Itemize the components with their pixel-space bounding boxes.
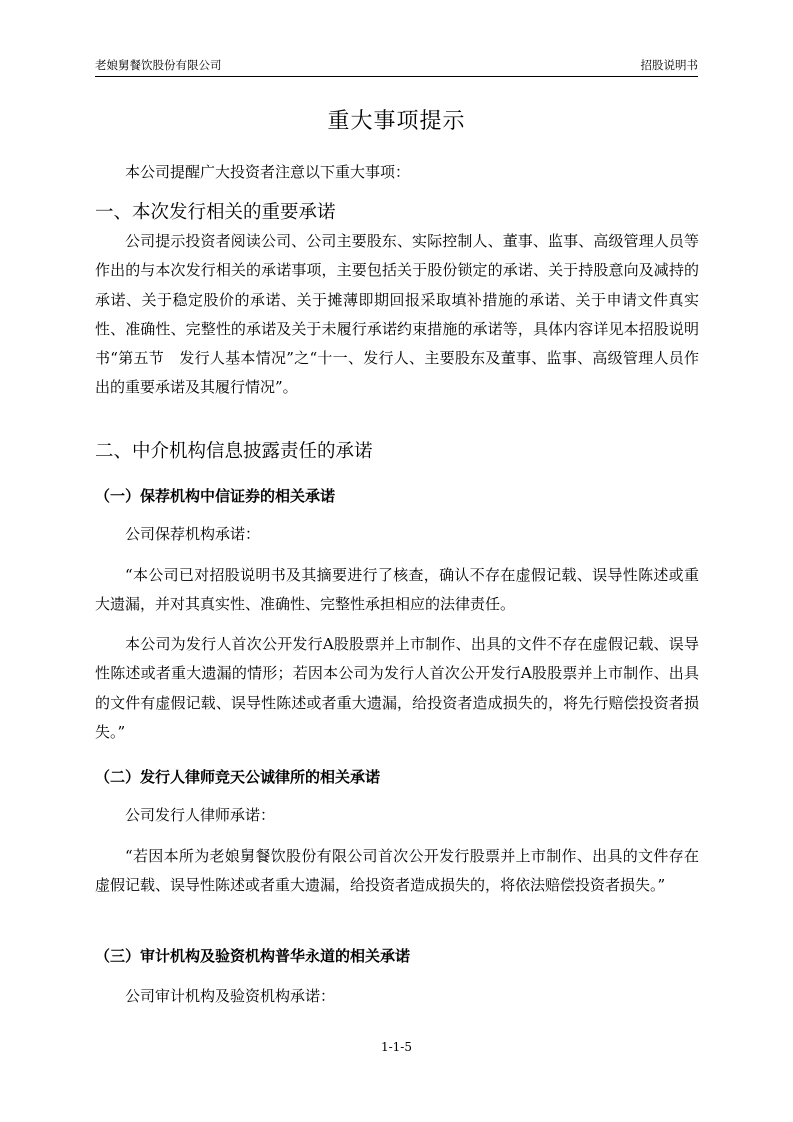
subsection-2-heading: （二）发行人律师竞天公诚律所的相关承诺 (95, 768, 381, 786)
subsection-1-heading: （一）保荐机构中信证券的相关承诺 (95, 487, 336, 505)
subsection-1-paragraph-1: “本公司已对招股说明书及其摘要进行了核查，确认不存在虚假记载、误导性陈述或重大遗漏，并对其真实性、准确性、完整性承担相应的法律责任。 (95, 566, 699, 614)
header-company-name: 老娘舅餐饮股份有限公司 (95, 58, 222, 72)
page-title: 重大事项提示 (327, 109, 466, 134)
subsection-1-paragraph-2: 本公司为发行人首次公开发行A股股票并上市制作、出具的文件不存在虚假记载、误导性陈述或者重大遗漏的情形；若因本公司为发行人首次公开发行A股股票并上市制作、出具的文件有虚假记载、误导性陈述或者重大遗漏，给投资者造成损失的，将先行赔偿投资者损失。” (95, 635, 699, 741)
subsection-3-lead: 公司审计机构及验资机构承诺： (125, 987, 336, 1005)
page-number: 1-1-5 (380, 1040, 412, 1054)
subsection-2-lead: 公司发行人律师承诺： (125, 806, 276, 824)
section-1-paragraph: 公司提示投资者阅读公司、公司主要股东、实际控制人、董事、监事、高级管理人员等作出的与本次发行相关的承诺事项，主要包括关于股份锁定的承诺、关于持股意向及减持的承诺、关于稳定股价的承诺、关于摊薄即期回报采取填补措施的承诺、关于申请文件真实性、准确性、完整性的承诺及关于未履行承诺约束措施的承诺等，具体内容详见本招股说明书“第五节 发行人基本情况”之“十一、发行人、主要股东及董事、监事、高级管理人员作出的重要承诺及其履行情况”。 (95, 232, 699, 397)
subsection-2-paragraph-1: “若因本所为老娘舅餐饮股份有限公司首次公开发行股票并上市制作、出具的文件存在虚假记载、误导性陈述或者重大遗漏，给投资者造成损失的，将依法赔偿投资者损失。” (95, 847, 699, 895)
header-document-type: 招股说明书 (640, 58, 698, 72)
section-1-heading: 一、本次发行相关的重要承诺 (95, 202, 336, 223)
subsection-3-heading: （三）审计机构及验资机构普华永道的相关承诺 (95, 947, 411, 965)
subsection-1-lead: 公司保荐机构承诺： (125, 525, 261, 543)
intro-text: 本公司提醒广大投资者注意以下重大事项： (125, 163, 411, 181)
section-2-heading: 二、中介机构信息披露责任的承诺 (95, 441, 373, 462)
page-header (95, 54, 698, 77)
